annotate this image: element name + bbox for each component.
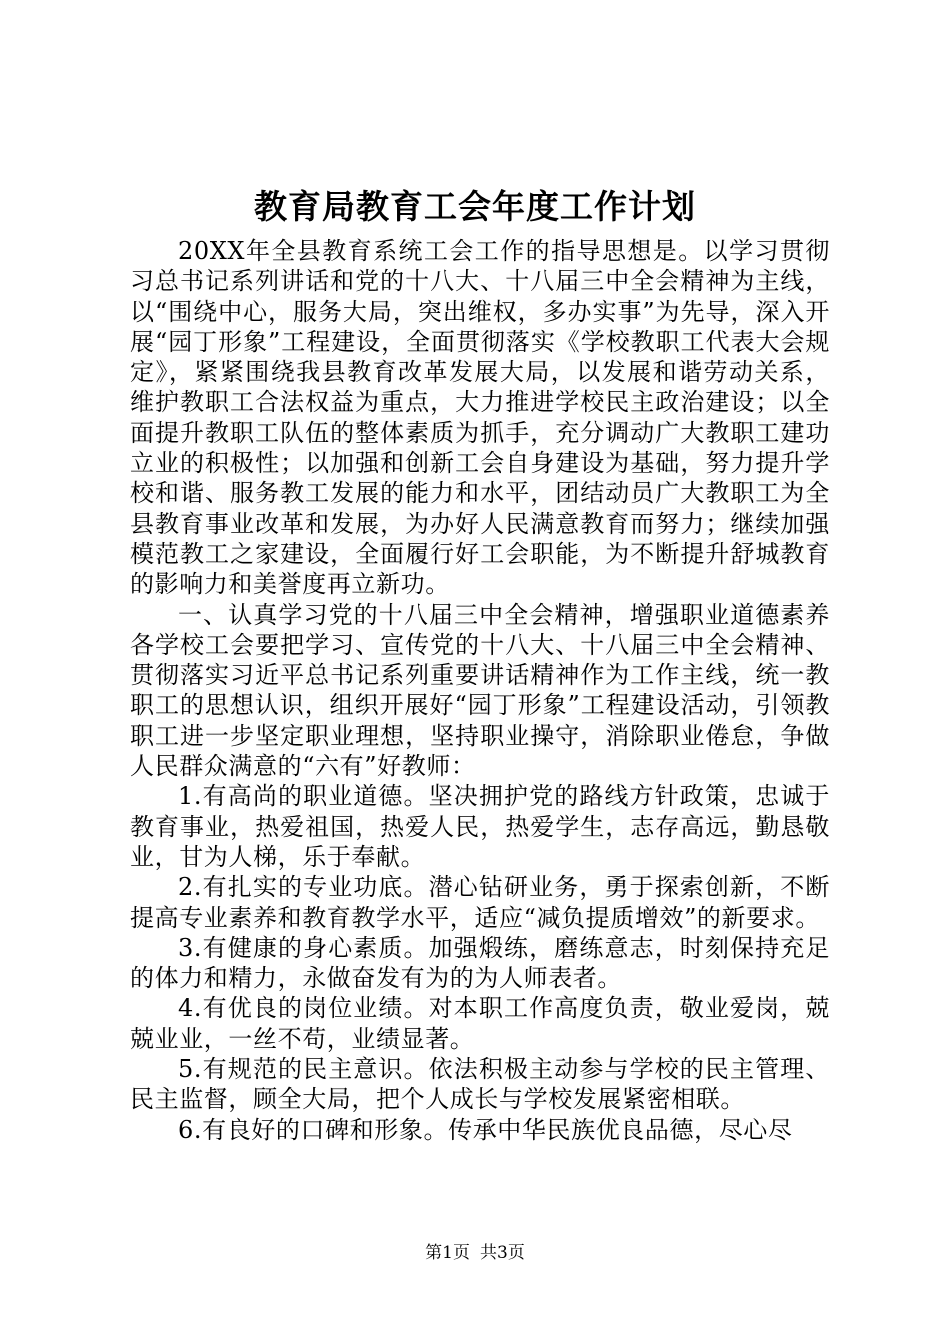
list-item-6: 6.有良好的口碑和形象。传承中华民族优良品德，尽心尽 xyxy=(178,1115,793,1144)
list-item-5: 5.有规范的民主意识。依法积极主动参与学校的民主管理、民主监督，顾全大局，把个人成长与学校发展紧密相联。 xyxy=(130,1055,830,1114)
page-footer xyxy=(0,1242,950,1264)
page-total: 共3页 xyxy=(480,1243,525,1263)
page-number: 第1页 xyxy=(425,1243,470,1263)
list-item-4: 4.有优良的岗位业绩。对本职工作高度负责，敬业爱岗，兢兢业业，一丝不苟，业绩显著。 xyxy=(130,994,830,1053)
paragraph-section-one: 一、认真学习党的十八届三中全会精神，增强职业道德素养各学校工会要把学习、宣传党的十八大、十八届三中全会精神、贯彻落实习近平总书记系列重要讲话精神作为工作主线，统一教职工的思想认识，组织开展好“园丁形象”工程建设活动，引领教职工进一步坚定职业理想，坚持职业操守，消除职业倦怠，争做人民群众满意的“六有”好教师： xyxy=(130,600,830,781)
document-body xyxy=(130,236,830,1145)
list-item-1: 1.有高尚的职业道德。坚决拥护党的路线方针政策，忠诚于教育事业，热爱祖国，热爱人民，热爱学生，志存高远，勤恳敬业，甘为人梯，乐于奉献。 xyxy=(130,782,830,871)
list-item-2: 2.有扎实的专业功底。潜心钻研业务，勇于探索创新，不断提高专业素养和教育教学水平，适应“减负提质增效”的新要求。 xyxy=(130,873,830,932)
paragraph-guiding-ideology: 20XX年全县教育系统工会工作的指导思想是。以学习贯彻习总书记系列讲话和党的十八大、十八届三中全会精神为主线，以“围绕中心，服务大局，突出维权，多办实事”为先导，深入开展“园丁形象”工程建设，全面贯彻落实《学校教职工代表大会规定》，紧紧围绕我县教育改革发展大局，以发展和谐劳动关系，维护教职工合法权益为重点，大力推进学校民主政治建设；以全面提升教职工队伍的整体素质为抓手，充分调动广大教职工建功立业的积极性；以加强和创新工会自身建设为基础，努力提升学校和谐、服务教工发展的能力和水平，团结动员广大教职工为全县教育事业改革和发展，为办好人民满意教育而努力；继续加强模范教工之家建设，全面履行好工会职能，为不断提升舒城教育的影响力和美誉度再立新功。 xyxy=(130,237,830,599)
list-item-3: 3.有健康的身心素质。加强煅练，磨练意志，时刻保持充足的体力和精力，永做奋发有为的为人师表者。 xyxy=(130,933,830,993)
document-title: 教育局教育工会年度工作计划 xyxy=(254,187,696,226)
